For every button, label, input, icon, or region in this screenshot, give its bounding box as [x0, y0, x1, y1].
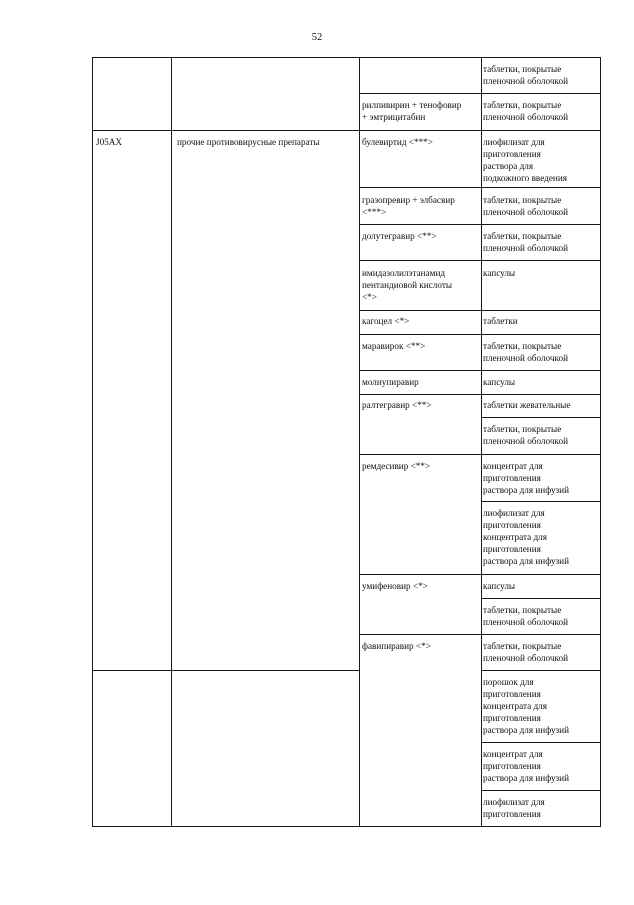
dosage-form-cell: порошок для приготовления концентрата для приготовления раствора для инфузий	[483, 677, 569, 735]
column-divider-code	[171, 57, 172, 827]
dosage-form-cell: лиофилизат для приготовления концентрата для приготовления раствора для инфузий	[483, 508, 569, 566]
drug-name-cell: долутегравир <**>	[362, 231, 437, 241]
dosage-form-cell: таблетки, покрытые пленочной оболочкой	[483, 231, 569, 253]
page-number: 52	[311, 32, 323, 43]
drug-name-cell: булевиртид <***>	[362, 137, 433, 147]
row-divider-group	[92, 130, 601, 131]
drug-name-cell: рилпивирин + тенофовир + эмтрицитабин	[362, 100, 462, 122]
row-divider-form	[481, 598, 601, 599]
row-divider	[359, 334, 601, 335]
dosage-form-cell: таблетки	[483, 316, 518, 326]
row-divider	[359, 634, 601, 635]
drug-name-cell: маравирок <**>	[362, 341, 426, 351]
dosage-form-cell: таблетки, покрытые пленочной оболочкой	[483, 424, 569, 446]
pharmacological-group-cell: прочие противовирусные препараты	[177, 137, 320, 147]
dosage-form-cell: концентрат для приготовления раствора для инфузий	[483, 749, 569, 783]
row-divider-form	[481, 501, 601, 502]
row-divider-form	[481, 670, 601, 671]
dosage-form-cell: лиофилизат для приготовления раствора для подкожного введения	[483, 137, 567, 183]
dosage-form-cell: таблетки, покрытые пленочной оболочкой	[483, 605, 569, 627]
dosage-form-cell: таблетки, покрытые пленочной оболочкой	[483, 195, 569, 217]
drug-name-cell: умифеновир <*>	[362, 581, 428, 591]
row-divider-form	[481, 417, 601, 418]
drug-name-cell: кагоцел <*>	[362, 316, 410, 326]
table-bottom-border	[92, 826, 601, 827]
dosage-form-cell: капсулы	[483, 377, 516, 387]
column-divider-drug	[481, 57, 482, 827]
row-divider	[359, 394, 601, 395]
dosage-form-cell: таблетки, покрытые пленочной оболочкой	[483, 341, 569, 363]
row-divider-form	[481, 790, 601, 791]
row-divider-lower-group	[92, 670, 360, 671]
table-right-border	[600, 57, 601, 827]
dosage-form-cell: таблетки жевательные	[483, 400, 571, 410]
drug-name-cell: ремдесивир <**>	[362, 461, 431, 471]
dosage-form-cell: таблетки, покрытые пленочной оболочкой	[483, 641, 569, 663]
dosage-form-cell: лиофилизат для приготовления	[483, 797, 545, 819]
dosage-form-cell: таблетки, покрытые пленочной оболочкой	[483, 64, 569, 86]
drug-name-cell: фавипиравир <*>	[362, 641, 431, 651]
row-divider-form	[481, 742, 601, 743]
column-divider-group	[359, 57, 360, 827]
drug-name-cell: ралтегравир <**>	[362, 400, 432, 410]
row-divider	[359, 574, 601, 575]
drug-name-cell: гразопревир + элбасвир <***>	[362, 195, 455, 217]
row-divider	[359, 260, 601, 261]
row-divider	[359, 454, 601, 455]
dosage-form-cell: капсулы	[483, 581, 516, 591]
row-divider	[359, 370, 601, 371]
row-divider	[359, 310, 601, 311]
table-left-border	[92, 57, 93, 827]
table-top-border	[92, 57, 601, 58]
row-divider	[359, 224, 601, 225]
dosage-form-cell: таблетки, покрытые пленочной оболочкой	[483, 100, 569, 122]
dosage-form-cell: капсулы	[483, 268, 516, 278]
row-divider	[359, 187, 601, 188]
drug-name-cell: молнупиравир	[362, 377, 419, 387]
row-divider	[359, 93, 601, 94]
dosage-form-cell: концентрат для приготовления раствора для инфузий	[483, 461, 569, 495]
drug-name-cell: имидазолилэтанамид пентандиовой кислоты <*>	[362, 268, 453, 302]
atc-code-cell: J05AX	[96, 137, 123, 147]
